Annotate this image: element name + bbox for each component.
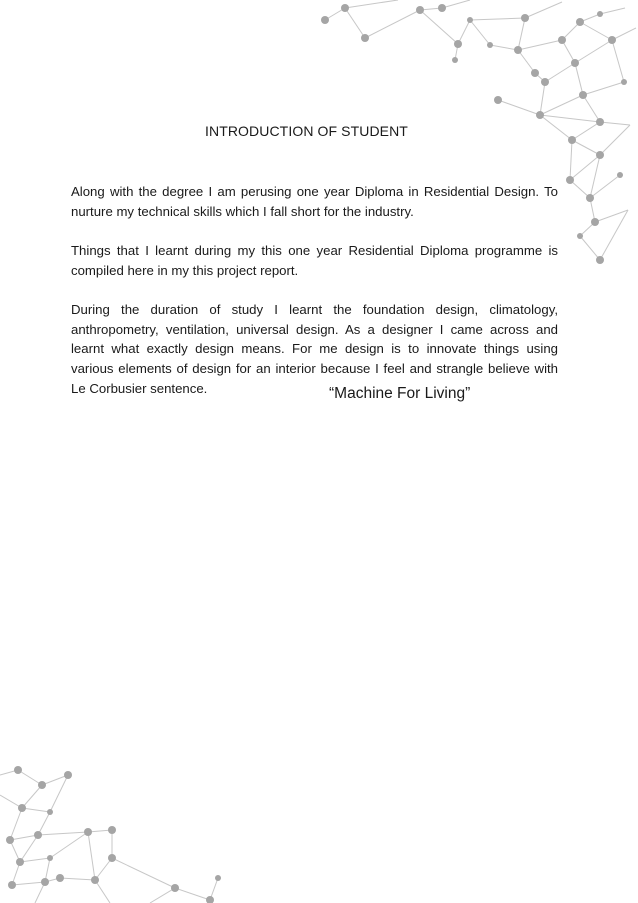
paragraph-learnt: Things that I learnt during my this one year Residential Diploma programme is compiled here in my this project report. (71, 243, 558, 278)
network-bottom-left (0, 770, 218, 903)
paragraph-study: During the duration of study I learnt the foundation design, climatology, anthropometry, ventilation, universal design. As a designer I came across and learnt what exactly design means. For me design is to innovate things using various elements of design for an interior because I feel and strangle believe with Le Corbusier sentence. (71, 302, 558, 396)
quote-text: “Machine For Living” (329, 385, 471, 402)
paragraph-degree: Along with the degree I am perusing one year Diploma in Residential Design. To nurture my technical skills which I fall short for the industry. (71, 184, 558, 219)
page-title: INTRODUCTION OF STUDENT (205, 123, 408, 139)
network-bottom-left-nodes (6, 766, 221, 903)
